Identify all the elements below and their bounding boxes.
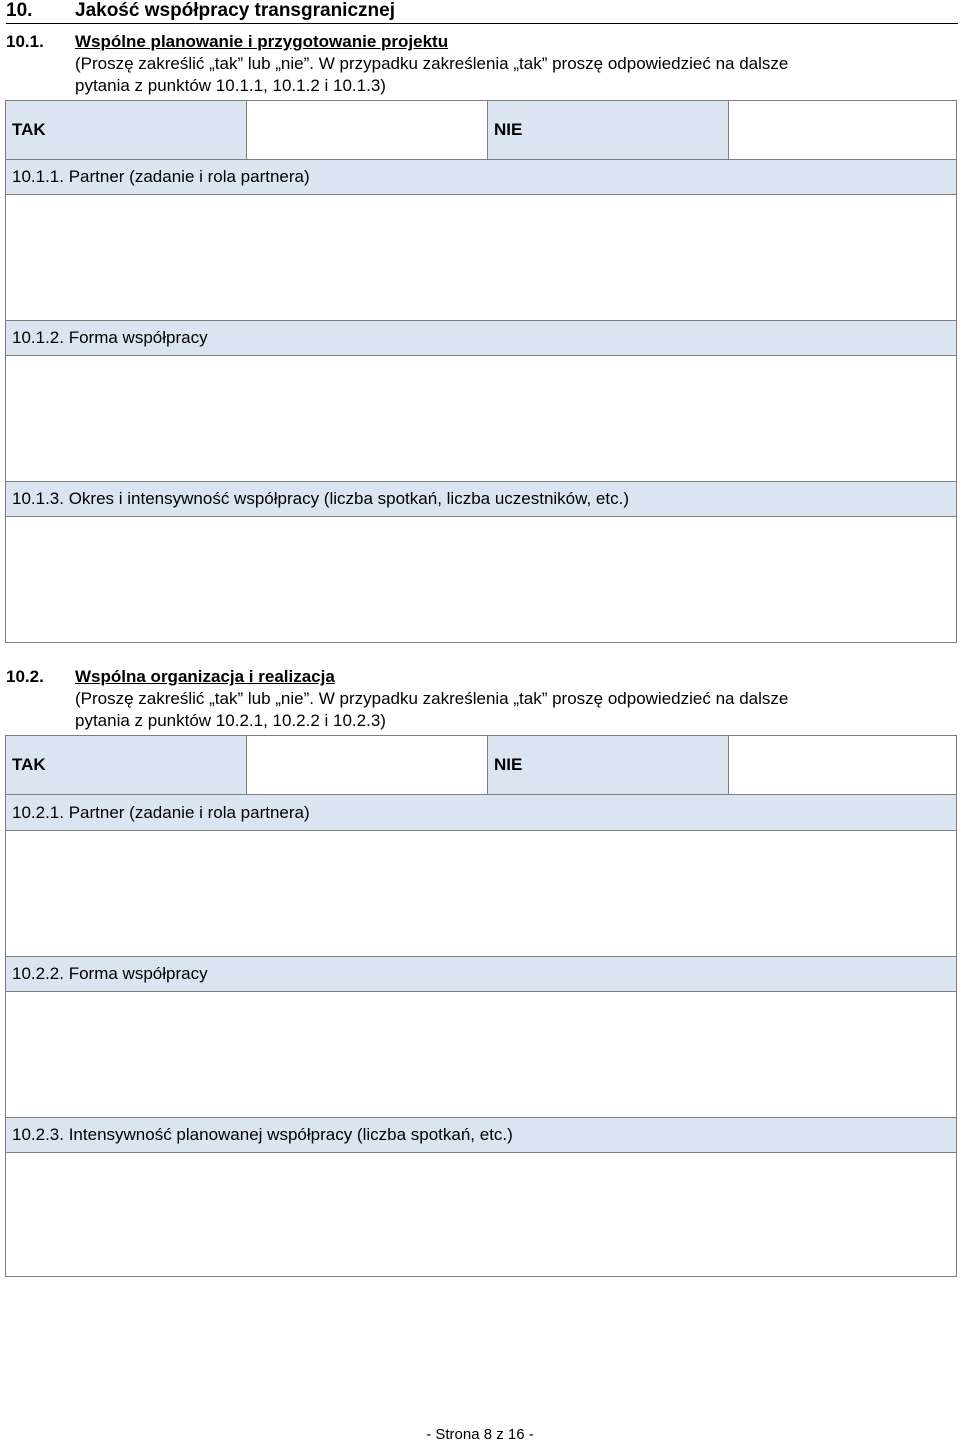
question-label-partner: 10.2.1. Partner (zadanie i rola partnera) [6, 795, 957, 831]
instructions-line-2: pytania z punktów 10.2.1, 10.2.2 i 10.2.3) [75, 711, 386, 730]
section-divider [6, 23, 958, 24]
no-answer-box[interactable] [729, 736, 957, 795]
no-option[interactable]: NIE [488, 736, 729, 795]
answer-field-form[interactable] [6, 356, 957, 482]
subsection-number: 10.2. [6, 667, 44, 686]
subsection-10-2-heading [6, 666, 956, 732]
answer-field-partner[interactable] [6, 831, 957, 957]
yes-option[interactable]: TAK [6, 736, 247, 795]
question-label-intensity: 10.2.3. Intensywność planowanej współpracy (liczba spotkań, etc.) [6, 1118, 957, 1153]
answer-field-form[interactable] [6, 992, 957, 1118]
instructions-line-1: (Proszę zakreślić „tak” lub „nie”. W przypadku zakreślenia „tak” proszę odpowiedzieć na dalsze [75, 54, 789, 73]
subsection-instructions [75, 53, 935, 97]
answer-field-intensity[interactable] [6, 1153, 957, 1277]
form-table-10-1 [5, 100, 957, 643]
subsection-10-1-heading [6, 31, 956, 97]
subsection-title: Wspólne planowanie i przygotowanie projektu [75, 32, 449, 51]
instructions-line-2: pytania z punktów 10.1.1, 10.1.2 i 10.1.3) [75, 76, 386, 95]
question-label-form: 10.1.2. Forma współpracy [6, 321, 957, 356]
question-label-partner: 10.1.1. Partner (zadanie i rola partnera) [6, 160, 957, 195]
section-number: 10. [6, 0, 33, 21]
question-label-form: 10.2.2. Forma współpracy [6, 957, 957, 992]
subsection-title: Wspólna organizacja i realizacja [75, 667, 335, 686]
subsection-instructions [75, 688, 935, 732]
section-title: Jakość współpracy transgranicznej [75, 0, 395, 21]
question-label-intensity: 10.1.3. Okres i intensywność współpracy (liczba spotkań, liczba uczestników, etc.) [6, 482, 957, 517]
page-number: - Strona 8 z 16 - [426, 1426, 534, 1443]
instructions-line-1: (Proszę zakreślić „tak” lub „nie”. W przypadku zakreślenia „tak” proszę odpowiedzieć na dalsze [75, 689, 789, 708]
answer-field-intensity[interactable] [6, 517, 957, 643]
yes-answer-box[interactable] [247, 736, 488, 795]
section-heading [6, 0, 956, 22]
subsection-number: 10.1. [6, 32, 44, 51]
form-table-10-2 [5, 735, 957, 1277]
answer-field-partner[interactable] [6, 195, 957, 321]
yes-answer-box[interactable] [247, 101, 488, 160]
no-answer-box[interactable] [729, 101, 957, 160]
no-option[interactable]: NIE [488, 101, 729, 160]
yes-option[interactable]: TAK [6, 101, 247, 160]
